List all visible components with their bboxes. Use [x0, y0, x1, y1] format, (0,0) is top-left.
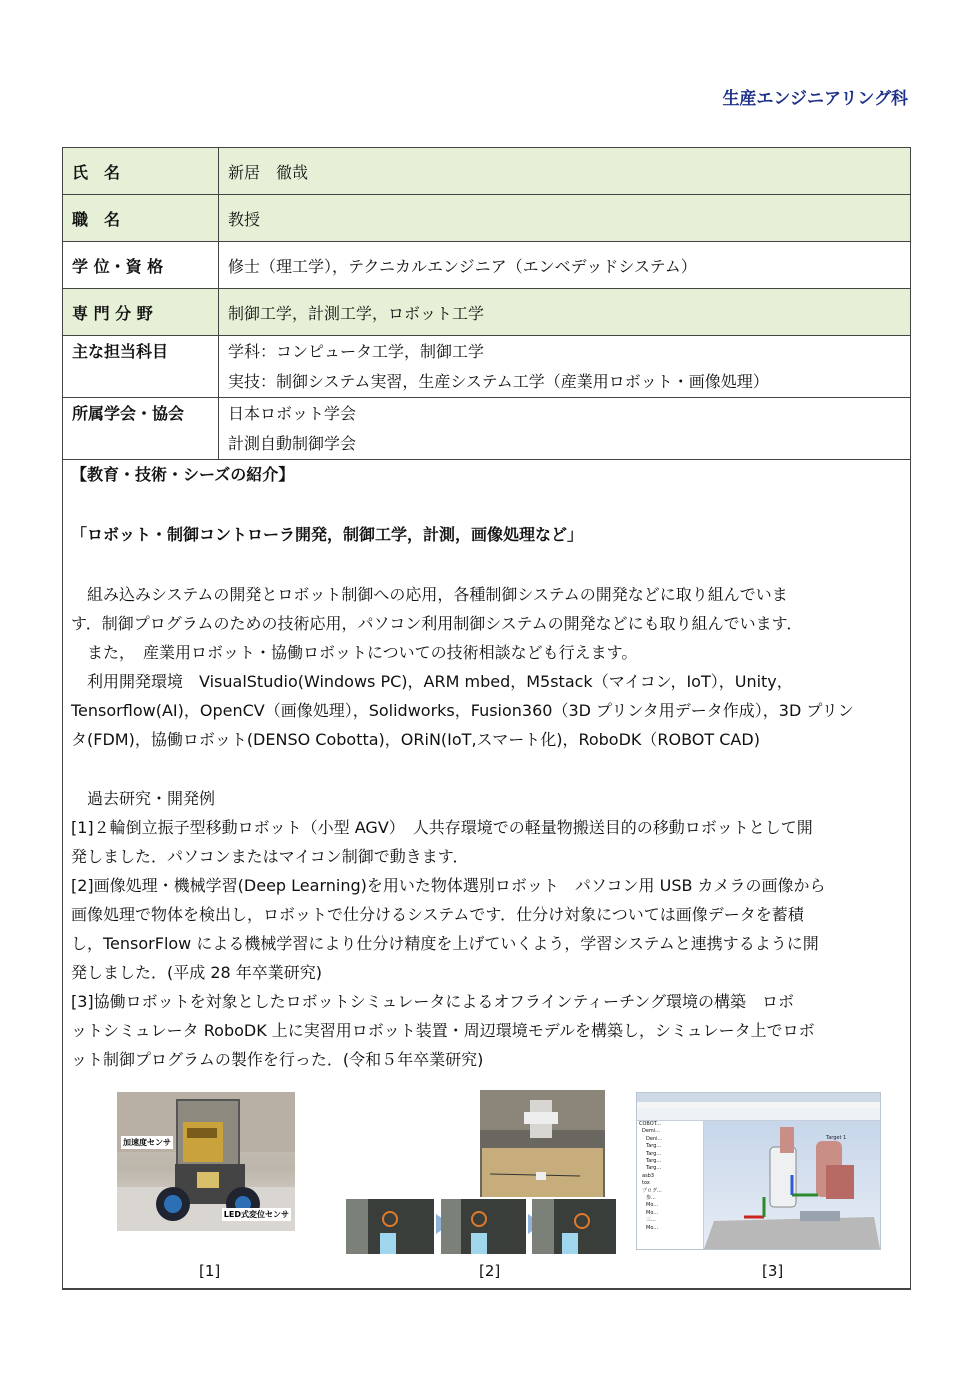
station-tree — [637, 1121, 704, 1249]
societies-line-1: 日本ロボット学会 — [228, 404, 357, 423]
tree-item: tox — [642, 1180, 650, 1187]
window-titlebar — [637, 1093, 880, 1102]
past-line: [2]画像処理・機械学習(Deep Learning)を用いた物体選別ロボット パソコン用 USB カメラの画像から — [71, 876, 826, 895]
page-frame-left — [62, 1092, 63, 1288]
past-line: ットシミュレータ RoboDK 上に実習用ロボット装置・周辺環境モデルを構築し，シミュレータ上でロボ — [71, 1021, 815, 1040]
label-name: 氏 名 — [63, 148, 219, 195]
tree-item: Mo... — [646, 1209, 659, 1216]
row-societies — [63, 398, 911, 460]
row-name — [63, 148, 911, 195]
tree-item: Targ... — [646, 1165, 662, 1172]
body-line: Tensorflow(AI)，OpenCV（画像処理），Solidworks，Fusion360（3D プリンタ用データ作成），3D プリン — [71, 701, 854, 720]
caption-figure-2: [2] — [479, 1262, 501, 1280]
value-societies — [219, 398, 911, 460]
label-title: 職 名 — [63, 195, 219, 242]
body-line: タ(FDM)，協働ロボット(DENSO Cobotta)，ORiN(IoT,スマート化)，RoboDK（ROBOT CAD) — [71, 730, 760, 749]
past-line: [3]協働ロボットを対象としたロボットシミュレータによるオフラインティーチング環境の構築 ロボ — [71, 992, 794, 1011]
figure-3-robodk-screenshot — [636, 1092, 881, 1250]
tree-item: Targ... — [646, 1150, 662, 1157]
tree-item: COBOT... — [639, 1121, 661, 1127]
value-field: 制御工学，計測工学，ロボット工学 — [219, 289, 911, 336]
value-title: 教授 — [219, 195, 911, 242]
societies-line-2: 計測自動制御学会 — [228, 434, 357, 453]
tree-item: 三... — [646, 1217, 656, 1224]
department-title: 生産エンジニアリング科 — [722, 89, 908, 109]
viewport-target-label: Target 1 — [826, 1135, 847, 1141]
page-frame-right — [910, 1092, 911, 1288]
value-name: 新居 徹哉 — [219, 148, 911, 195]
section-subheading: 「ロボット・制御コントローラ開発，制御工学，計測，画像処理など」 — [71, 525, 584, 544]
label-societies: 所属学会・協会 — [63, 398, 219, 460]
tree-item: Deni... — [646, 1135, 663, 1142]
subjects-line-1: 学科：コンピュータ工学，制御工学 — [228, 342, 485, 361]
label-led-sensor: LED式変位センサ — [223, 1210, 289, 1219]
figure-2-frame-3 — [532, 1199, 616, 1254]
camera-frame-icon — [346, 1199, 434, 1254]
body-line: また， 産業用ロボット・協働ロボットについての技術相談なども行えます。 — [71, 643, 638, 662]
tree-item: Mo... — [646, 1224, 659, 1231]
label-field: 専 門 分 野 — [63, 289, 219, 336]
figure-2-top-photo — [480, 1090, 605, 1197]
past-line: し，TensorFlow による機械学習により仕分け精度を上げていくよう，学習システムと連携するように開 — [71, 934, 819, 953]
body-line: 利用開発環境 VisualStudio(Windows PC)，ARM mbed，M5stack（マイコン，IoT），Unity， — [71, 672, 793, 691]
3d-viewport — [704, 1121, 880, 1249]
label-accel-sensor: 加速度センサ — [123, 1138, 171, 1147]
label-subjects: 主な担当科目 — [63, 336, 219, 398]
tree-item: Mo... — [646, 1202, 659, 1209]
tree-item: 参... — [646, 1195, 656, 1202]
tree-item: Targ... — [646, 1158, 662, 1165]
subjects-line-2: 実技：制御システム実習，生産システム工学（産業用ロボット・画像処理） — [228, 372, 769, 391]
past-line: 発しました．パソコンまたはマイコン制御で動きます． — [71, 847, 469, 866]
sorting-robot-illustration — [480, 1090, 605, 1197]
row-title — [63, 195, 911, 242]
tree-item: asb3 — [642, 1172, 655, 1179]
figure-1-photo — [117, 1092, 295, 1231]
row-degree — [63, 242, 911, 289]
value-degree: 修士（理工学），テクニカルエンジニア（エンベデッドシステム） — [219, 242, 911, 289]
label-degree: 学 位・資 格 — [63, 242, 219, 289]
past-line: ット制御プログラムの製作を行った．(令和５年卒業研究) — [71, 1050, 484, 1069]
past-line: 発しました．(平成 28 年卒業研究) — [71, 963, 323, 982]
page-frame-bottom — [62, 1288, 911, 1289]
body-line: 組み込みシステムの開発とロボット制御への応用，各種制御システムの開発などに取り組んでいま — [71, 585, 788, 604]
figure-2-frame-2 — [441, 1199, 526, 1254]
camera-frame-icon — [532, 1199, 616, 1254]
figure-2-frame-1 — [346, 1199, 434, 1254]
robot-arm-illustration — [704, 1121, 880, 1249]
past-line: 画像処理で物体を検出し，ロボットで仕分けるシステムです．仕分け対象については画像データを蓄積 — [71, 905, 804, 924]
camera-frame-icon — [441, 1199, 526, 1254]
toolbar — [637, 1108, 880, 1121]
caption-figure-3: [3] — [762, 1262, 784, 1280]
value-subjects — [219, 336, 911, 398]
past-title: 過去研究・開発例 — [71, 789, 216, 808]
tree-item: Targ... — [646, 1143, 662, 1150]
tree-item: プログ... — [642, 1187, 662, 1194]
body-line: す．制御プログラムのための技術応用，パソコン利用制御システムの開発などにも取り組んでいます． — [71, 614, 803, 633]
past-line: [1]２輪倒立振子型移動ロボット（小型 AGV） 人共存環境での軽量物搬送目的の移動ロボットとして開 — [71, 818, 813, 837]
row-subjects — [63, 336, 911, 398]
tree-item: Demi... — [642, 1128, 660, 1135]
row-field — [63, 289, 911, 336]
section-heading: 【教育・技術・シーズの紹介】 — [71, 465, 295, 484]
profile-table — [62, 147, 911, 460]
caption-figure-1: [1] — [199, 1262, 221, 1280]
